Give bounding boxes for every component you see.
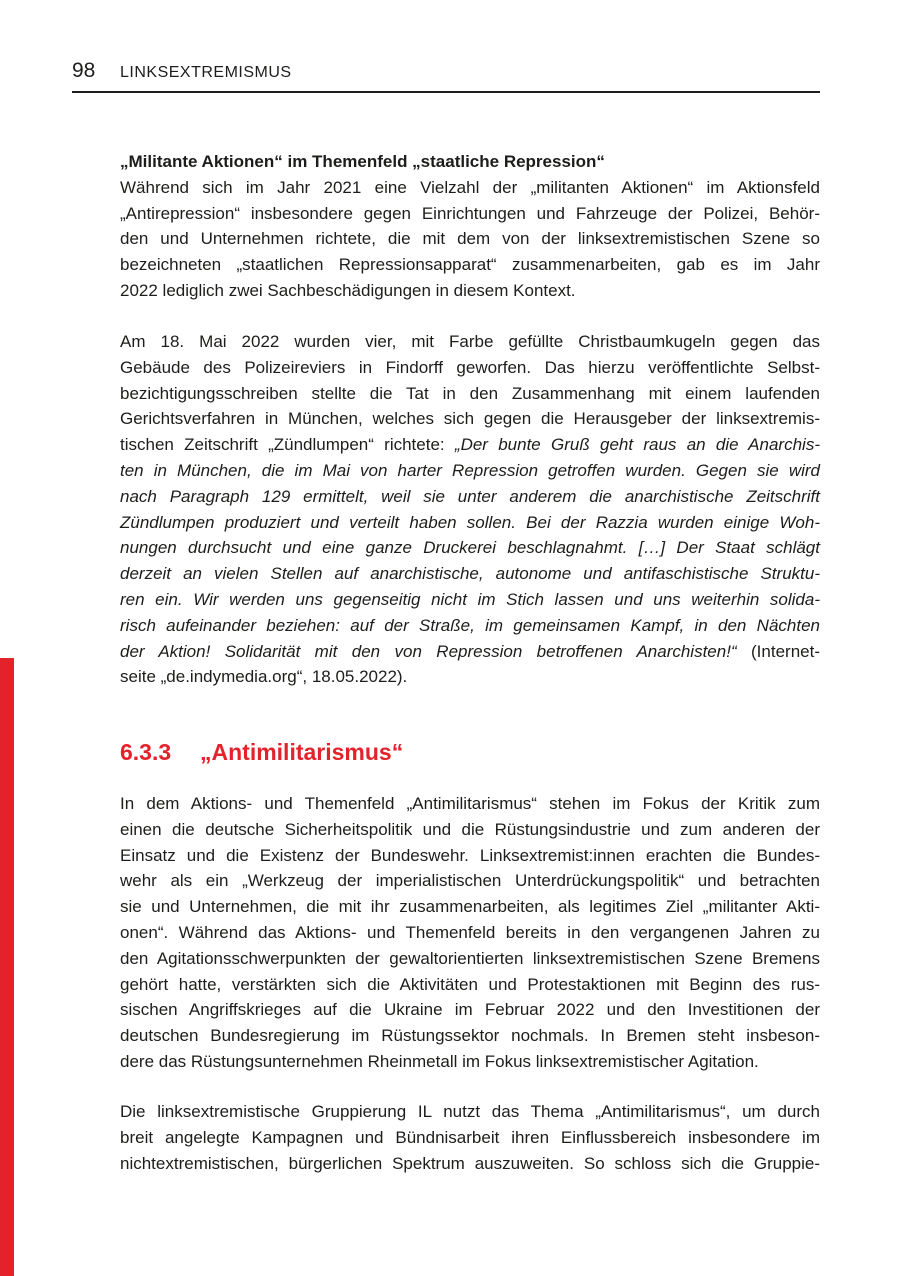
subsection-heading: „Militante Aktionen“ im Themenfeld „staatliche Repression“ [120, 152, 605, 171]
section-heading [120, 738, 820, 766]
text-line: deutschen Bundesregierung im Rüstungssektor nochmals. In Bremen steht insbeson- [120, 1026, 820, 1046]
text-line: den Agitationsschwerpunkten der gewaltorientierten linksextremistischen Szene Bremens [120, 948, 820, 968]
text-line: Während sich im Jahr 2021 eine Vielzahl der „militanten Aktionen“ im Aktionsfeld [120, 177, 820, 197]
text-line [120, 432, 820, 458]
quote-line: risch aufeinander beziehen: auf der Straße, im gemeinsamen Kampf, in den Nächten [120, 615, 820, 635]
text-line: Gerichtsverfahren in München, welches sich gegen die Herausgeber der linksextremis- [120, 409, 820, 429]
text-line: In dem Aktions- und Themenfeld „Antimilitarismus“ stehen im Fokus der Kritik zum [120, 794, 820, 813]
text-line: Die linksextremistische Gruppierung IL nutzt das Thema „Antimilitarismus“, um durch [120, 1102, 820, 1121]
section-number: 6.3.3 [120, 739, 172, 765]
red-margin-bar [0, 658, 14, 1276]
text-line: sie und Unternehmen, die mit ihr zusammenarbeiten, als legitimes Ziel „militanter Akti- [120, 897, 820, 917]
quote-line: nungen durchsucht und eine ganze Druckerei beschlagnahmt. […] Der Staat schlägt [120, 538, 820, 558]
militant-section-intro [120, 149, 820, 304]
quote-line: nach Paragraph 129 ermittelt, weil sie unter anderem die anarchistische Zeitschrift [120, 486, 820, 506]
text-line: gehört hatte, verstärkten sich die Aktivitäten und Protestaktionen mit Beginn des rus- [120, 974, 820, 994]
text-line: den und Unternehmen richtete, die mit dem von der linksextremistischen Szene so [120, 229, 820, 249]
quote-segment: „Der bunte Gruß geht raus an die Anarchis- [454, 435, 820, 455]
text-line: wehr als ein „Werkzeug der imperialistischen Unterdrückungspolitik“ und betrachten [120, 871, 820, 891]
quote-line: ren ein. Wir werden uns gegenseitig nicht im Stich lassen und uns weiterhin solida- [120, 589, 820, 609]
antimilitarismus-paragraph-2 [120, 1099, 820, 1176]
quote-line: Zündlumpen produziert und verteilt haben sollen. Bei der Razzia wurden einige Woh- [120, 512, 820, 532]
text-line: 2022 lediglich zwei Sachbeschädigungen in diesem Kontext. [120, 280, 576, 300]
quote-line: derzeit an vielen Stellen auf anarchistische, autonome und antifaschistische Struktu- [120, 564, 820, 584]
text-line: Am 18. Mai 2022 wurden vier, mit Farbe gefüllte Christbaumkugeln gegen das [120, 332, 820, 351]
header-rule [72, 91, 820, 93]
text-line: sischen Angriffskrieges auf die Ukraine im Februar 2022 und den Investitionen der [120, 1000, 820, 1020]
text-line: Gebäude des Polizeireviers in Findorff geworfen. Das hierzu veröffentlichte Selbst- [120, 357, 820, 377]
text-line: seite „de.indymedia.org“, 18.05.2022). [120, 667, 408, 687]
text-line: dere das Rüstungsunternehmen Rheinmetall im Fokus linksextremistischer Agitation. [120, 1051, 759, 1071]
text-line: einen die deutsche Sicherheitspolitik und die Rüstungsindustrie und zum anderen der [120, 819, 820, 839]
militant-paragraph-quote [120, 329, 820, 690]
section-title: „Antimilitarismus“ [200, 739, 404, 765]
text-line: breit angelegte Kampagnen und Bündnisarbeit ihren Einflussbereich insbesondere im [120, 1127, 820, 1147]
text-line: Einsatz und die Existenz der Bundeswehr. Linksextremist:innen erachten die Bundes- [120, 845, 820, 865]
quote-line: ten in München, die im Mai von harter Repression getroffen wurden. Gegen sie wird [120, 460, 820, 480]
quote-segment: der Aktion! Solidarität mit den von Repression betroffenen Anarchisten!“ [120, 641, 737, 661]
text-segment: tischen Zeitschrift „Zündlumpen“ richtete: [120, 435, 445, 455]
text-line [120, 639, 820, 665]
antimilitarismus-paragraph-1 [120, 791, 820, 1075]
text-line: nichtextremistischen, bürgerlichen Spektrum auszuweiten. So schloss sich die Gruppie- [120, 1153, 820, 1173]
page-number: 98 [72, 59, 96, 82]
text-line: onen“. Während das Aktions- und Themenfeld bereits in den vergangenen Jahren zu [120, 922, 820, 942]
text-line: bezeichneten „staatlichen Repressionsapparat“ zusammenarbeiten, gab es im Jahr [120, 255, 820, 275]
text-line: bezichtigungsschreiben stellte die Tat in den Zusammenhang mit einem laufenden [120, 383, 820, 403]
text-line: „Antirepression“ insbesondere gegen Einrichtungen und Fahrzeuge der Polizei, Behör- [120, 203, 820, 223]
running-title: LINKSEXTREMISMUS [120, 64, 292, 81]
text-segment: (Internet- [751, 641, 820, 661]
